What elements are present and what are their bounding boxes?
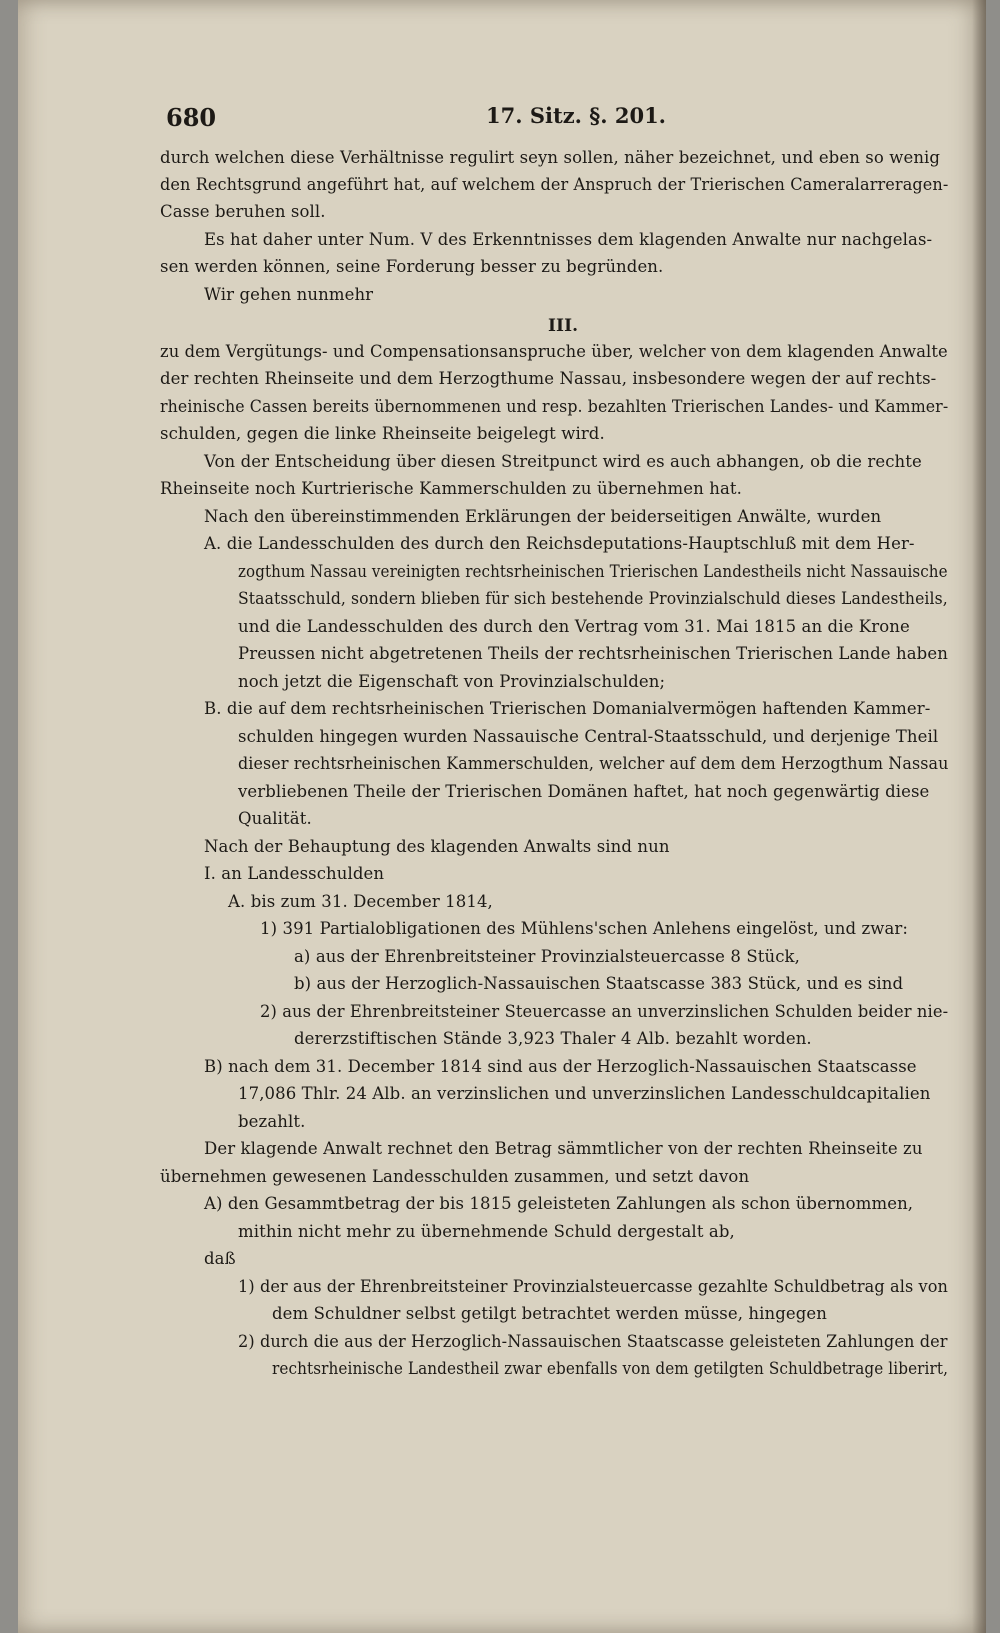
text-line: 1) der aus der Ehrenbreitsteiner Provinzialsteuercasse gezahlte Schuldbetrag als von bbox=[238, 1277, 949, 1296]
text-line: dererzstiftischen Stände 3,923 Thaler 4 Alb. bezahlt worden. bbox=[294, 1029, 812, 1048]
text-line: B. die auf dem rechtsrheinischen Trierischen Domanialvermögen haftenden Kammer- bbox=[204, 699, 931, 718]
text-line: Es hat daher unter Num. V des Erkenntnisses dem klagenden Anwalte nur nachgelas- bbox=[204, 230, 933, 249]
text-line: schulden hingegen wurden Nassauische Central-Staatsschuld, und derjenige Theil bbox=[238, 727, 939, 746]
running-head: 17. Sitz. §. 201. bbox=[486, 103, 666, 128]
text-line: zogthum Nassau vereinigten rechtsrheinischen Trierischen Landestheils nicht Nassauische bbox=[238, 562, 948, 581]
text-line: rheinische Cassen bereits übernommenen und resp. bezahlten Trierischen Landes- und Kammer- bbox=[160, 397, 949, 416]
text-line: rechtsrheinische Landestheil zwar ebenfalls von dem getilgten Schuldbetrage liberirt, bbox=[272, 1359, 949, 1378]
section-heading: III. bbox=[548, 316, 579, 336]
text-line: A) den Gesammtbetrag der bis 1815 geleisteten Zahlungen als schon übernommen, bbox=[204, 1194, 914, 1213]
text-line: bezahlt. bbox=[238, 1112, 306, 1131]
text-line: verbliebenen Theile der Trierischen Domänen haftet, hat noch gegenwärtig diese bbox=[238, 782, 930, 801]
text-line: I. an Landesschulden bbox=[204, 864, 385, 883]
text-line: Nach der Behauptung des klagenden Anwalts sind nun bbox=[204, 837, 670, 856]
text-line: 2) durch die aus der Herzoglich-Nassauischen Staatscasse geleisteten Zahlungen der bbox=[238, 1332, 948, 1351]
text-line: dieser rechtsrheinischen Kammerschulden, welcher auf dem dem Herzogthum Nassau bbox=[238, 754, 949, 773]
text-line: übernehmen gewesenen Landesschulden zusammen, und setzt davon bbox=[160, 1167, 750, 1186]
text-line: Staatsschuld, sondern blieben für sich bestehende Provinzialschuld dieses Landestheils, bbox=[238, 589, 948, 608]
text-line: zu dem Vergütungs- und Compensationsanspruche über, welcher von dem klagenden Anwalte bbox=[160, 342, 948, 361]
text-line: der rechten Rheinseite und dem Herzogthume Nassau, insbesondere wegen der auf rechts- bbox=[160, 369, 937, 388]
text-line: 1) 391 Partialobligationen des Mühlens'schen Anlehens eingelöst, und zwar: bbox=[260, 919, 909, 938]
text-line: Casse beruhen soll. bbox=[160, 202, 326, 221]
text-line: durch welchen diese Verhältnisse regulirt seyn sollen, näher bezeichnet, und eben so wenig bbox=[160, 148, 941, 167]
text-line: Von der Entscheidung über diesen Streitpunct wird es auch abhangen, ob die rechte bbox=[204, 452, 922, 471]
text-line: Nach den übereinstimmenden Erklärungen der beiderseitigen Anwälte, wurden bbox=[204, 507, 882, 526]
text-line: b) aus der Herzoglich-Nassauischen Staatscasse 383 Stück, und es sind bbox=[294, 974, 904, 993]
text-line: noch jetzt die Eigenschaft von Provinzialschulden; bbox=[238, 672, 666, 691]
page-number: 680 bbox=[166, 103, 217, 132]
text-line: mithin nicht mehr zu übernehmende Schuld dergestalt ab, bbox=[238, 1222, 735, 1241]
text-line: sen werden können, seine Forderung besser zu begründen. bbox=[160, 257, 664, 276]
text-line: Wir gehen nunmehr bbox=[204, 285, 374, 304]
text-line: A. die Landesschulden des durch den Reichsdeputations-Hauptschluß mit dem Her- bbox=[204, 534, 915, 553]
text-line: dem Schuldner selbst getilgt betrachtet werden müsse, hingegen bbox=[272, 1304, 828, 1323]
text-line: Rheinseite noch Kurtrierische Kammerschulden zu übernehmen hat. bbox=[160, 479, 742, 498]
text-line: und die Landesschulden des durch den Vertrag vom 31. Mai 1815 an die Krone bbox=[238, 617, 910, 636]
text-line: den Rechtsgrund angeführt hat, auf welchem der Anspruch der Trierischen Cameralarreragen- bbox=[160, 175, 949, 194]
text-line: schulden, gegen die linke Rheinseite beigelegt wird. bbox=[160, 424, 605, 443]
book-page bbox=[18, 0, 986, 1633]
text-line: 17,086 Thlr. 24 Alb. an verzinslichen und unverzinslichen Landesschuldcapitalien bbox=[238, 1084, 931, 1103]
text-line: Preussen nicht abgetretenen Theils der rechtsrheinischen Trierischen Lande haben bbox=[238, 644, 948, 663]
text-line: 2) aus der Ehrenbreitsteiner Steuercasse an unverzinslichen Schulden beider nie- bbox=[260, 1002, 949, 1021]
text-line: daß bbox=[204, 1249, 236, 1268]
text-line: a) aus der Ehrenbreitsteiner Provinzialsteuercasse 8 Stück, bbox=[294, 947, 800, 966]
text-line: B) nach dem 31. December 1814 sind aus der Herzoglich-Nassauischen Staatscasse bbox=[204, 1057, 917, 1076]
text-line: Qualität. bbox=[238, 809, 312, 828]
text-line: A. bis zum 31. December 1814, bbox=[228, 892, 493, 911]
page-header bbox=[18, 103, 986, 137]
text-line: Der klagende Anwalt rechnet den Betrag sämmtlicher von der rechten Rheinseite zu bbox=[204, 1139, 923, 1158]
